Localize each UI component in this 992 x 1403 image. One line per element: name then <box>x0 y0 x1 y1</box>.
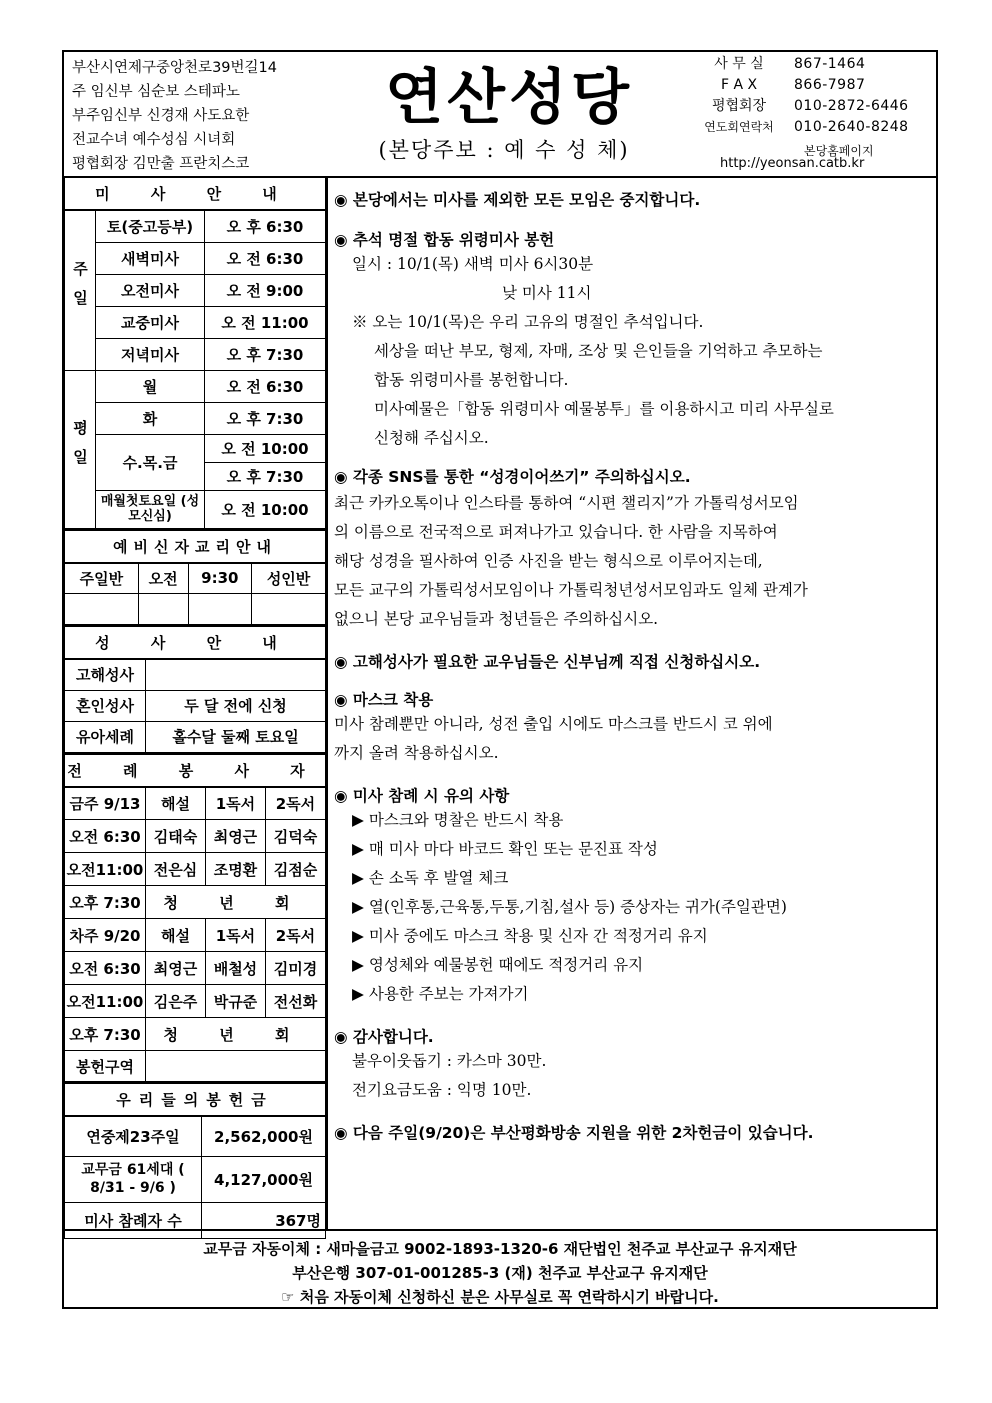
notice-second-collection: ◉ 다음 주일(9/20)은 부산평화방송 지원을 위한 2차헌금이 있습니다. <box>334 1124 814 1142</box>
notice-memorial-line: 미사예물은「합동 위령미사 예물봉투」를 이용하시고 미리 사무실로 <box>374 400 834 418</box>
offering-amount: 4,127,000원 <box>202 1156 326 1202</box>
mass-time: 오 후 6:30 <box>205 210 326 242</box>
bulletin-subtitle: (본당주보 : 예 수 성 체) <box>378 138 630 162</box>
notice-memorial-heading: ◉ 추석 명절 합동 위령미사 봉헌 <box>334 231 555 249</box>
role-header: 1독서 <box>205 919 265 952</box>
mass-time: 오 후 7:30 <box>205 462 326 490</box>
contact-list <box>684 54 934 138</box>
attendance-label: 미사 참례자 수 <box>65 1202 202 1238</box>
contact-row: 연도회연락처 010-2640-8248 <box>704 119 909 135</box>
server-name: 전선화 <box>265 985 325 1018</box>
homepage-label: 본당홈페이지 <box>804 144 874 158</box>
precaution-item: ▶ 매 미사 마다 바코드 확인 또는 문진표 작성 <box>352 840 658 858</box>
notice-thanks-heading: ◉ 감사합니다. <box>334 1028 434 1046</box>
schedule-column <box>64 176 328 1229</box>
auto-transfer-line: 교무금 자동이체 : 새마을금고 9002-1893-1320-6 재단법인 천주교 부산교구 유지재단 <box>203 1240 797 1258</box>
server-name: 김태숙 <box>146 820 206 853</box>
sacrament-info <box>146 659 326 690</box>
offering-table <box>64 1082 326 1239</box>
mass-time: 오전 6:30 <box>65 820 146 853</box>
notice-precautions-heading: ◉ 미사 참례 시 유의 사항 <box>334 787 510 805</box>
servers-section-title: 전 례 봉 사 자 <box>65 754 326 787</box>
precaution-item: ▶ 미사 중에도 마스크 착용 및 신자 간 적정거리 유지 <box>352 927 708 945</box>
server-name: 김미경 <box>265 952 325 985</box>
mass-time: 오 전 10:00 <box>205 434 326 462</box>
notice-meetings: ◉ 본당에서는 미사를 제외한 모든 모임은 중지합니다. <box>334 191 701 209</box>
role-header: 1독서 <box>205 787 265 820</box>
empty-cell <box>138 594 188 625</box>
parish-title: 연산성당 <box>385 63 633 133</box>
sunday-label: 주일 <box>65 210 96 370</box>
servers-table <box>64 753 326 1083</box>
precaution-item: ▶ 마스크와 명찰은 반드시 착용 <box>352 811 564 829</box>
notice-confession: ◉ 고해성사가 필요한 교우님들은 신부님께 직접 신청하십시오. <box>334 653 761 671</box>
homepage-link[interactable]: http://yeonsan.catb.kr <box>720 156 865 171</box>
council-president: 평협회장 김만출 프란치스코 <box>72 156 250 172</box>
sacrament-name: 혼인성사 <box>65 690 146 721</box>
sister: 전교수녀 예수성심 시녀회 <box>72 132 236 148</box>
thanks-line: 불우이웃돕기 : 카스마 30만. <box>352 1052 547 1070</box>
sacrament-name: 고해성사 <box>65 659 146 690</box>
empty-cell <box>146 1051 326 1082</box>
mass-time: 오 전 10:00 <box>205 490 326 528</box>
weekday-label: 평일 <box>65 370 96 528</box>
assistant-pastor: 부주임신부 신경재 사도요한 <box>72 108 250 124</box>
mass-time: 오전11:00 <box>65 853 146 886</box>
notice-memorial-line: ※ 오는 10/1(목)은 우리 고유의 명절인 추석입니다. <box>352 313 704 331</box>
sacrament-table <box>64 625 326 753</box>
notice-sns-line: 최근 카카오톡이나 인스타를 통하여 “시편 챌리지”가 가톨릭성서모임 <box>334 494 799 512</box>
bank-account-line: 부산은행 307-01-001285-3 (재) 천주교 부산교구 유지재단 <box>292 1264 708 1282</box>
contact-row: 사 무 실 867-1464 <box>714 56 866 72</box>
mass-time: 오전11:00 <box>65 985 146 1018</box>
contact-row: F A X 866-7987 <box>720 77 866 93</box>
sacrament-name: 유아세례 <box>65 721 146 752</box>
mass-name: 오전미사 <box>96 274 205 306</box>
notice-mask-heading: ◉ 마스크 착용 <box>334 691 434 709</box>
notice-mask-line: 까지 올려 착용하십시오. <box>334 744 499 762</box>
offering-label: 연중제23주일 <box>65 1116 202 1156</box>
notice-sns-line: 의 이름으로 전국적으로 퍼져나가고 있습니다. 한 사람을 지목하여 <box>334 523 778 541</box>
notice-sns-line: 모든 교구의 가톨릭성서모임이나 가톨릭청년성서모임과도 일체 관계가 <box>334 581 808 599</box>
sacrament-section-title: 성 사 안 내 <box>65 626 326 659</box>
notices-column <box>334 186 930 1143</box>
precaution-item: ▶ 사용한 주보는 가져가기 <box>352 985 529 1003</box>
bulletin-footer <box>64 1229 936 1309</box>
server-name: 조명환 <box>205 853 265 886</box>
mass-time: 오 후 7:30 <box>205 402 326 434</box>
catechumen-cell: 주일반 <box>65 563 139 594</box>
notice-memorial-line: 낮 미사 11시 <box>502 284 592 302</box>
empty-cell <box>65 594 139 625</box>
mass-time: 오후 7:30 <box>65 1018 146 1051</box>
empty-cell <box>188 594 252 625</box>
youth-group: 청 년 회 <box>146 886 326 919</box>
thanks-line: 전기요금도움 : 익명 10만. <box>352 1081 532 1099</box>
role-header: 2독서 <box>265 919 325 952</box>
notice-memorial-line: 합동 위령미사를 봉헌합니다. <box>374 371 569 389</box>
bulletin-header <box>64 52 936 178</box>
precaution-item: ▶ 영성체와 예물봉헌 때에도 적정거리 유지 <box>352 956 644 974</box>
offering-section-title: 우리들의봉헌금 <box>65 1083 326 1116</box>
notice-memorial-line: 세상을 떠난 부모, 형제, 자매, 조상 및 은인들을 기억하고 추모하는 <box>374 342 823 360</box>
pastor: 주 임신부 심순보 스테파노 <box>72 84 240 100</box>
empty-cell <box>252 594 326 625</box>
catechumen-table <box>64 529 326 626</box>
server-name: 최영근 <box>205 820 265 853</box>
mass-table <box>64 176 326 529</box>
notice-sns-line: 없으니 본당 교우님들과 청년들은 주의하십시오. <box>334 610 659 628</box>
role-header: 해설 <box>146 787 206 820</box>
parish-info <box>72 56 332 176</box>
contact-row: 평협회장 010-2872-6446 <box>711 98 909 114</box>
offering-amount: 2,562,000원 <box>202 1116 326 1156</box>
role-header: 해설 <box>146 919 206 952</box>
mass-name: 교중미사 <box>96 306 205 338</box>
mass-name: 수.목.금 <box>96 434 205 490</box>
role-header: 2독서 <box>265 787 325 820</box>
sacrament-info: 홀수달 둘째 토요일 <box>146 721 326 752</box>
notice-sns-heading: ◉ 각종 SNS를 통한 “성경이어쓰기” 주의하십시오. <box>334 468 691 486</box>
mass-time: 오 전 6:30 <box>205 242 326 274</box>
week-label: 차주 9/20 <box>65 919 146 952</box>
catechumen-section-title: 예비신자교리안내 <box>65 530 326 563</box>
mass-time: 오 전 11:00 <box>205 306 326 338</box>
mass-name: 저녁미사 <box>96 338 205 370</box>
mass-name: 매월첫토요일 (성모신심) <box>96 490 205 528</box>
server-name: 김은주 <box>146 985 206 1018</box>
server-name: 최영근 <box>146 952 206 985</box>
precaution-item: ▶ 열(인후통,근육통,두통,기침,설사 등) 증상자는 귀가(주일관면) <box>352 898 787 916</box>
server-name: 전은심 <box>146 853 206 886</box>
server-name: 배철성 <box>205 952 265 985</box>
district-label: 봉헌구역 <box>65 1051 146 1082</box>
bulletin-frame <box>62 50 938 1309</box>
catechumen-cell: 오전 <box>138 563 188 594</box>
mass-time: 오전 6:30 <box>65 952 146 985</box>
mass-time: 오 후 7:30 <box>205 338 326 370</box>
server-name: 박규준 <box>205 985 265 1018</box>
server-name: 김점순 <box>265 853 325 886</box>
mass-time: 오후 7:30 <box>65 886 146 919</box>
mass-name: 월 <box>96 370 205 402</box>
mass-name: 화 <box>96 402 205 434</box>
notice-sns-line: 해당 성경을 필사하여 인증 사진을 받는 형식으로 이루어지는데, <box>334 552 763 570</box>
youth-group: 청 년 회 <box>146 1018 326 1051</box>
offering-label: 교무금 61세대 ( 8/31 - 9/6 ) <box>65 1156 202 1202</box>
sacrament-info: 두 달 전에 신청 <box>146 690 326 721</box>
mass-section-title: 미 사 안 내 <box>65 177 326 210</box>
week-label: 금주 9/13 <box>65 787 146 820</box>
notice-mask-line: 미사 참례뿐만 아니라, 성전 출입 시에도 마스크를 반드시 코 위에 <box>334 715 773 733</box>
mass-name: 새벽미사 <box>96 242 205 274</box>
notice-memorial-line: 신청해 주십시오. <box>374 429 489 447</box>
mass-time: 오 전 6:30 <box>205 370 326 402</box>
mass-time: 오 전 9:00 <box>205 274 326 306</box>
notice-memorial-line: 일시 : 10/1(목) 새벽 미사 6시30분 <box>352 255 594 273</box>
catechumen-cell: 9:30 <box>188 563 252 594</box>
server-name: 김덕숙 <box>265 820 325 853</box>
attendance-count: 367명 <box>202 1202 326 1238</box>
catechumen-cell: 성인반 <box>252 563 326 594</box>
address: 부산시연제구중앙천로39번길14 <box>72 60 277 76</box>
contact-notice-line: ☞ 처음 자동이체 신청하신 분은 사무실로 꼭 연락하시기 바랍니다. <box>281 1288 719 1306</box>
precaution-item: ▶ 손 소독 후 발열 체크 <box>352 869 509 887</box>
mass-name: 토(중고등부) <box>96 210 205 242</box>
